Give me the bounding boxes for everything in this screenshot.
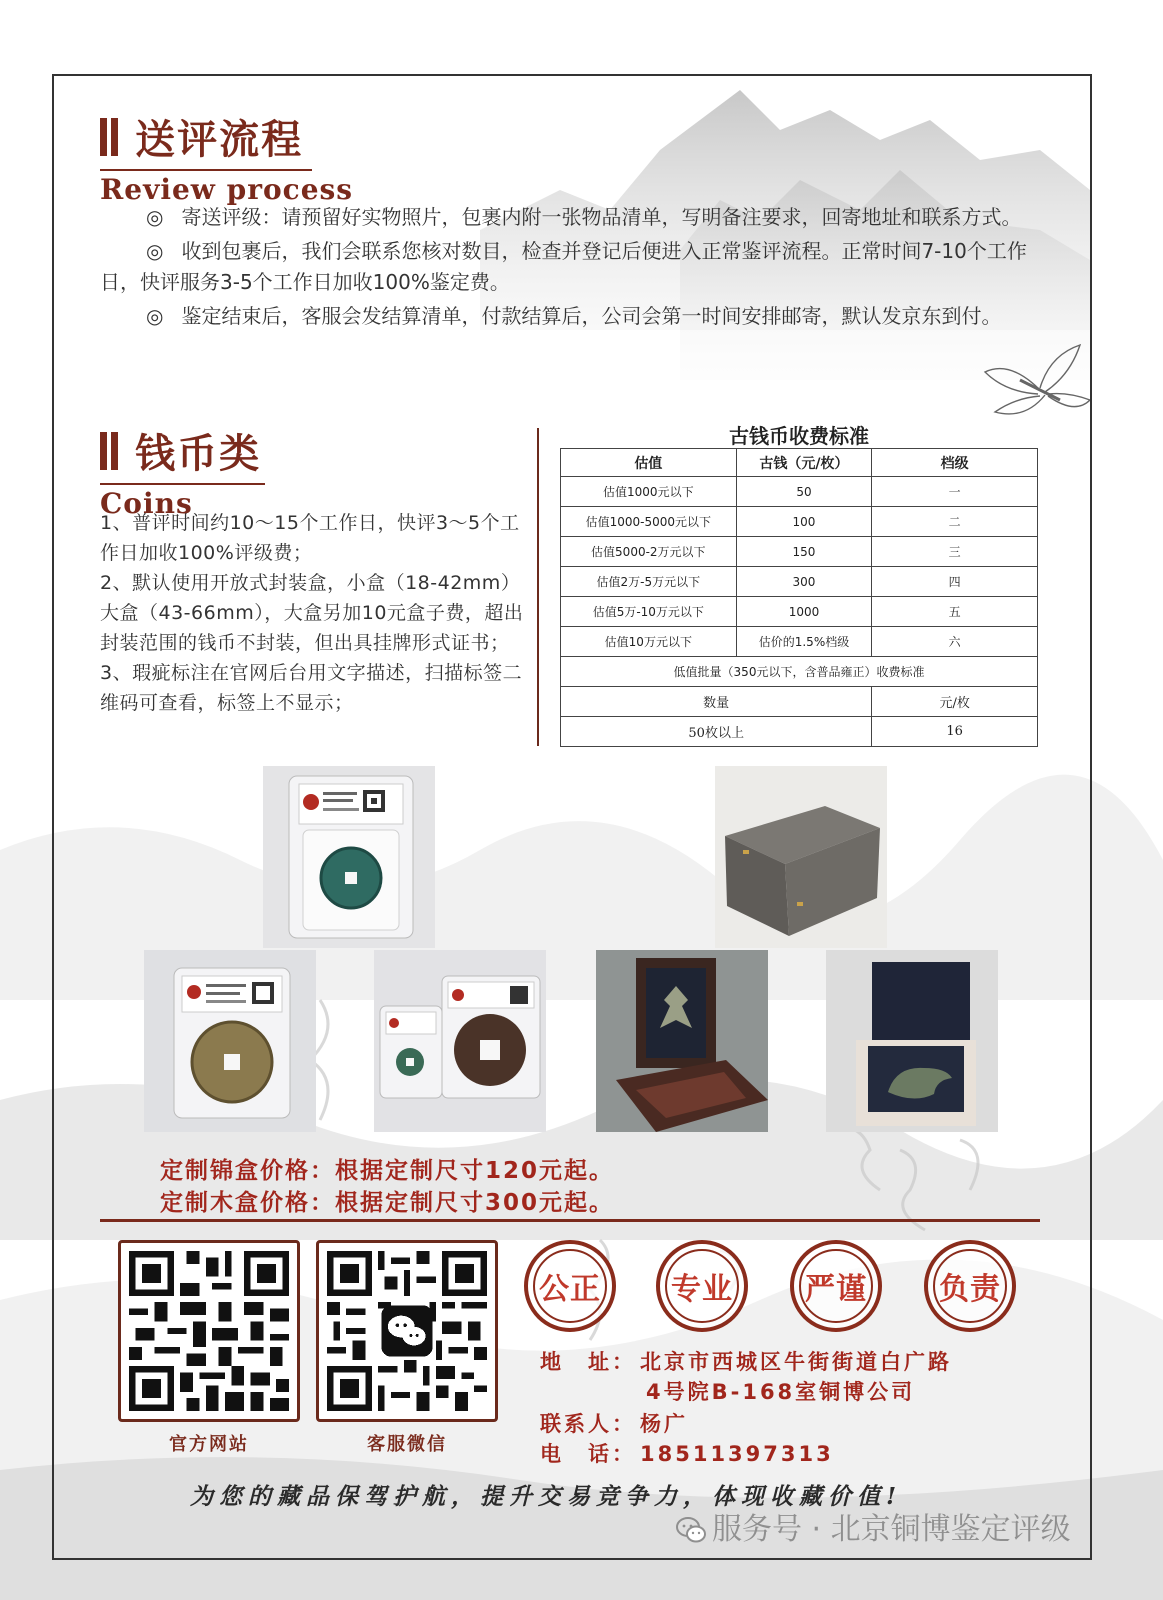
fee-header-cell: 估值 — [561, 449, 737, 477]
table-row: 估值1000元以下 50 一 — [561, 477, 1038, 507]
seal-rigorous: 严谨 — [790, 1240, 882, 1332]
review-paragraph: ◎ 收到包裹后，我们会联系您核对数目，检查并登记后便进入正常鉴评流程。正常时间7-10个工作日，快评服务3-5个工作日加收100%鉴定费。 — [100, 239, 1027, 294]
coins-title-underline — [100, 483, 265, 485]
watermark-text: 服务号 · 北京铜博鉴定评级 — [712, 1512, 1071, 1547]
coins-title-cn: 钱币类 — [135, 431, 262, 477]
website-qr-label: 官方网站 — [169, 1434, 249, 1455]
footer-separator — [100, 1219, 1040, 1222]
section-divider — [537, 428, 539, 746]
coins-item: 3、瑕疵标注在官网后台用文字描述，扫描标签二维码可查看，标签上不显示； — [100, 662, 523, 714]
photo-slab-brass-coin — [144, 950, 316, 1132]
fee-table-title: 古钱币收费标准 — [729, 424, 869, 448]
photo-slab-two-coins — [374, 950, 546, 1132]
contact-address-line2: 4号院B-168室铜博公司 — [646, 1380, 916, 1404]
seal-fair: 公正 — [524, 1240, 616, 1332]
review-paragraphs — [100, 202, 1045, 335]
coins-list — [100, 508, 525, 718]
table-row: 估值10万元以下 估价的1.5%档级 六 — [561, 627, 1038, 657]
table-row: 估值2万-5万元以下 300 四 — [561, 567, 1038, 597]
wechat-icon — [676, 1517, 706, 1543]
wechat-qr-code[interactable] — [316, 1240, 498, 1422]
contact-phone — [540, 1438, 834, 1468]
phone-number[interactable]: 18511397313 — [640, 1442, 834, 1466]
photo-beige-relic-box — [826, 950, 998, 1132]
slogan: 为您的藏品保驾护航，提升交易竞争力，体现收藏价值! — [190, 1483, 903, 1510]
fee-table — [560, 448, 1038, 747]
table-row: 估值5万-10万元以下 1000 五 — [561, 597, 1038, 627]
person-key: 联系人： — [540, 1412, 636, 1436]
fee-table-header — [561, 449, 1038, 477]
seal-professional: 专业 — [656, 1240, 748, 1332]
seal-responsible: 负责 — [924, 1240, 1016, 1332]
review-title-en: Review process — [100, 173, 354, 206]
photo-wooden-display-box — [596, 950, 768, 1132]
wechat-qr-label: 客服微信 — [367, 1434, 447, 1455]
review-title-cn: 送评流程 — [135, 117, 304, 163]
website-qr-code[interactable] — [118, 1240, 300, 1422]
photo-gray-brocade-box — [715, 766, 887, 948]
coins-item: 2、默认使用开放式封装盒，小盒（18-42mm）大盒（43-66mm），大盒另加10元盒子费，超出封装范围的钱币不封装，但出具挂牌形式证书； — [100, 572, 524, 654]
review-title-underline — [100, 169, 312, 171]
qr-code-icon — [129, 1251, 289, 1411]
title-bars-icon — [100, 118, 122, 156]
batch-data-row: 50枚以上 16 — [561, 717, 1038, 747]
fee-header-cell: 古钱（元/枚） — [736, 449, 872, 477]
qr-code-icon — [327, 1251, 487, 1411]
contact-person — [540, 1408, 688, 1438]
fee-header-cell: 档级 — [872, 449, 1038, 477]
brocade-box-price: 定制锦盒价格：根据定制尺寸120元起。 — [160, 1158, 615, 1184]
batch-title: 低值批量（350元以下，含普品雍正）收费标准 — [561, 657, 1038, 687]
review-paragraph: ◎ 寄送评级：请预留好实物照片，包裹内附一张物品清单，写明备注要求，回寄地址和联系方式。 — [146, 205, 1022, 229]
coins-title-en: Coins — [100, 487, 193, 520]
review-section-title — [100, 108, 353, 206]
table-row: 估值5000-2万元以下 150 三 — [561, 537, 1038, 567]
address-key: 地 址： — [540, 1350, 636, 1374]
review-paragraph: ◎ 鉴定结束后，客服会发结算清单，付款结算后，公司会第一时间安排邮寄，默认发京东到付。 — [146, 304, 1002, 328]
wood-box-price: 定制木盒价格：根据定制尺寸300元起。 — [160, 1190, 615, 1216]
batch-title-row — [561, 657, 1038, 687]
photo-slab-green-coin — [263, 766, 435, 948]
title-bars-icon — [100, 432, 122, 470]
watermark — [676, 1504, 1071, 1548]
contact-address — [540, 1346, 952, 1376]
batch-header-row: 数量 元/枚 — [561, 687, 1038, 717]
coins-item: 1、普评时间约10～15个工作日，快评3～5个工作日加收100%评级费； — [100, 512, 520, 564]
table-row: 估值1000-5000元以下 100 二 — [561, 507, 1038, 537]
address-line1: 北京市西城区牛街街道白广路 — [640, 1350, 952, 1374]
phone-key: 电 话： — [540, 1442, 636, 1466]
coins-section-title — [100, 422, 265, 520]
person-name: 杨广 — [640, 1412, 688, 1436]
